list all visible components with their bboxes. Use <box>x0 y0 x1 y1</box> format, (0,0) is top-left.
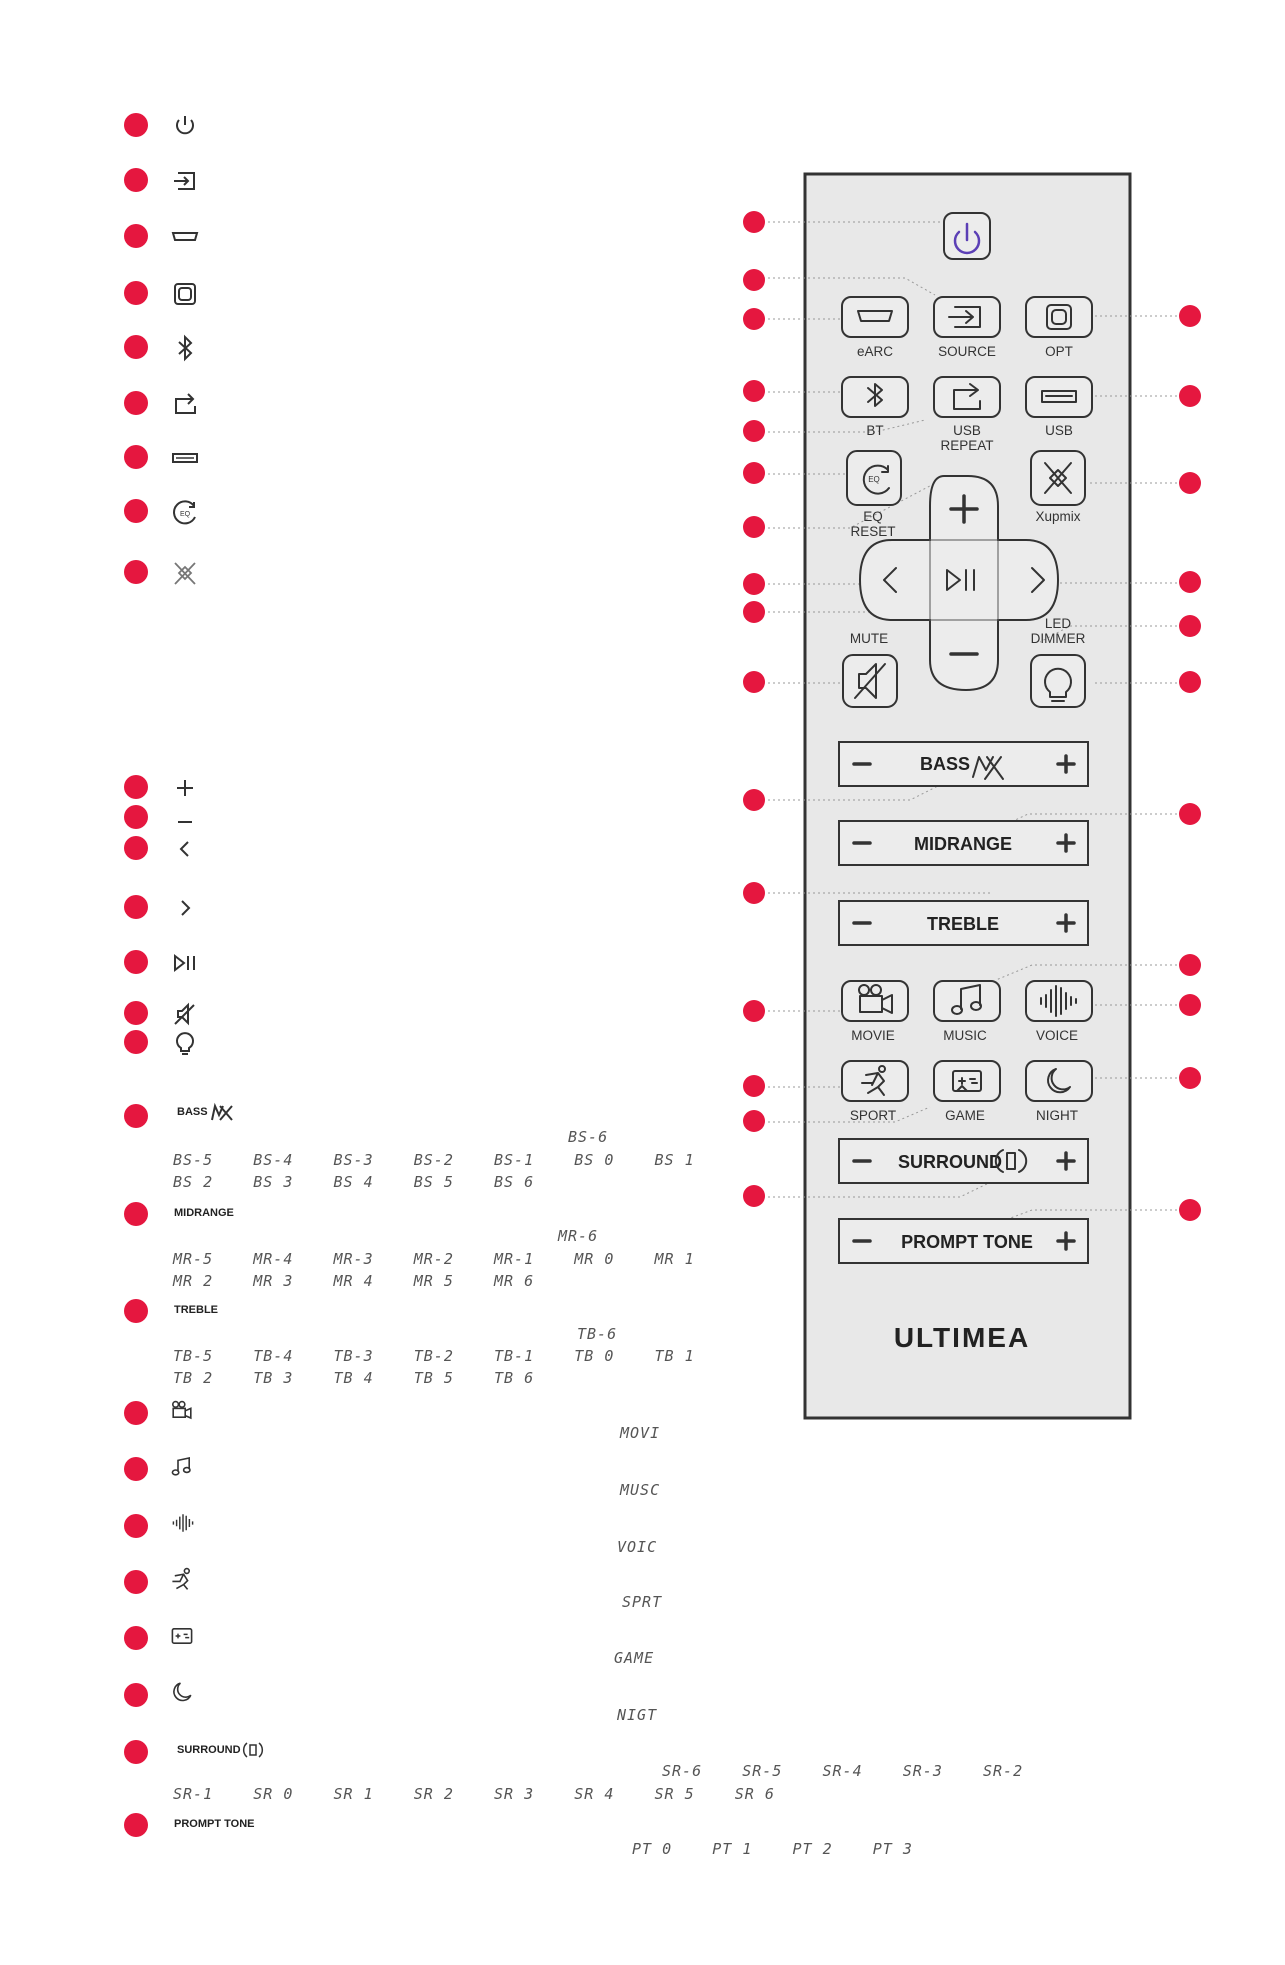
mute-label: MUTE <box>849 631 889 646</box>
eq-reset-label-2: RESET <box>850 524 896 539</box>
marker <box>124 1514 148 1538</box>
usb-icon <box>170 443 200 473</box>
movie-lcd: MOVI <box>620 1424 661 1442</box>
bt-label: BT <box>866 423 884 438</box>
chevron-left-icon <box>170 834 200 864</box>
eq-reset-icon <box>170 497 200 527</box>
prompt-tone-slider[interactable] <box>839 1219 1088 1263</box>
marker <box>124 836 148 860</box>
power-icon <box>170 111 200 141</box>
marker <box>124 1740 148 1764</box>
surround-legend-label: SURROUND <box>177 1744 241 1756</box>
game-lcd: GAME <box>614 1649 655 1667</box>
minus-icon <box>170 803 200 833</box>
music-label: MUSIC <box>943 1028 987 1043</box>
mid-lcd-line1: MR-5 MR-4 MR-3 MR-2 MR-1 MR 0 MR 1 <box>173 1250 695 1268</box>
night-icon <box>170 1680 194 1704</box>
eq-icon-text: EQ <box>868 475 880 484</box>
svg-text:EQ: EQ <box>179 511 191 518</box>
xupmix-button[interactable] <box>1031 451 1085 524</box>
source-icon <box>170 166 200 196</box>
brand-logo: ULTIMEA <box>893 1322 1031 1353</box>
voice-lcd: VOIC <box>617 1538 658 1556</box>
earc-icon <box>170 222 200 252</box>
marker <box>124 281 148 305</box>
sport-label: SPORT <box>849 1108 897 1123</box>
usb-repeat-label-2: REPEAT <box>940 438 994 453</box>
treble-lcd-line0: TB-6 <box>577 1325 618 1343</box>
surround-lcd-line2: SR-1 SR 0 SR 1 SR 2 SR 3 SR 4 SR 5 SR 6 <box>173 1785 775 1803</box>
marker <box>124 1683 148 1707</box>
mid-lcd-line0: MR-6 <box>558 1227 599 1245</box>
bass-lcd-line0: BS-6 <box>568 1128 609 1146</box>
marker <box>124 1104 148 1128</box>
usb-label: USB <box>1045 423 1073 438</box>
bass-slider-label: BASS <box>919 754 971 774</box>
chevron-right-icon <box>170 893 200 923</box>
marker <box>124 950 148 974</box>
treble-slider-label: TREBLE <box>927 914 999 934</box>
source-label: SOURCE <box>938 344 996 359</box>
treble-lcd-line1: TB-5 TB-4 TB-3 TB-2 TB-1 TB 0 TB 1 <box>173 1347 695 1365</box>
source-button[interactable] <box>934 297 1000 359</box>
bass-lcd-line1: BS-5 BS-4 BS-3 BS-2 BS-1 BS 0 BS 1 <box>173 1151 695 1169</box>
plus-icon <box>170 773 200 803</box>
marker <box>124 1570 148 1594</box>
opt-label: OPT <box>1045 344 1073 359</box>
voice-label: VOICE <box>1035 1028 1079 1043</box>
marker <box>124 1299 148 1323</box>
marker <box>124 560 148 584</box>
bulb-icon <box>170 1028 200 1058</box>
music-lcd: MUSC <box>620 1481 661 1499</box>
usb-repeat-button[interactable] <box>934 377 1000 453</box>
marker <box>124 1626 148 1650</box>
marker <box>124 1001 148 1025</box>
marker <box>124 1202 148 1226</box>
midrange-slider-label: MIDRANGE <box>914 834 1012 854</box>
mx-logo-icon <box>210 1102 236 1122</box>
marker <box>124 895 148 919</box>
marker <box>124 445 148 469</box>
marker <box>124 335 148 359</box>
prompt-tone-legend-label: PROMPT TONE <box>174 1818 255 1830</box>
marker <box>124 168 148 192</box>
midrange-legend-label: MIDRANGE <box>174 1207 234 1219</box>
led-dimmer-label-1: LED <box>1044 616 1072 631</box>
sport-lcd: SPRT <box>622 1593 663 1611</box>
power-button[interactable] <box>944 213 990 259</box>
treble-legend-label: TREBLE <box>174 1304 218 1316</box>
game-label: GAME <box>945 1108 985 1123</box>
marker <box>124 1813 148 1837</box>
mute-icon <box>170 999 200 1029</box>
bass-slider[interactable] <box>839 742 1088 786</box>
voice-icon <box>170 1511 196 1535</box>
usb-repeat-icon <box>170 389 200 419</box>
marker <box>124 1030 148 1054</box>
night-label: NIGHT <box>1036 1108 1078 1123</box>
eq-reset-label-1: EQ <box>863 509 883 524</box>
usb-repeat-label-1: USB <box>953 423 981 438</box>
marker <box>124 1457 148 1481</box>
treble-slider[interactable] <box>839 901 1088 945</box>
xupmix-icon <box>170 558 200 588</box>
surround-slider[interactable] <box>839 1139 1088 1183</box>
bass-lcd-line2: BS 2 BS 3 BS 4 BS 5 BS 6 <box>173 1173 535 1191</box>
optical-icon <box>170 279 200 309</box>
movie-icon <box>170 1398 194 1422</box>
movie-label: MOVIE <box>851 1028 895 1043</box>
surround-lcd-line1: SR-6 SR-5 SR-4 SR-3 SR-2 <box>662 1762 1024 1780</box>
marker <box>124 499 148 523</box>
prompt-tone-slider-label: PROMPT TONE <box>901 1232 1033 1252</box>
eq-reset-button[interactable] <box>847 451 901 539</box>
marker <box>124 391 148 415</box>
mid-lcd-line2: MR 2 MR 3 MR 4 MR 5 MR 6 <box>173 1272 535 1290</box>
treble-lcd-line2: TB 2 TB 3 TB 4 TB 5 TB 6 <box>173 1369 535 1387</box>
prompt-lcd: PT 0 PT 1 PT 2 PT 3 <box>632 1840 913 1858</box>
marker <box>124 805 148 829</box>
midrange-slider[interactable] <box>839 821 1088 865</box>
marker <box>124 113 148 137</box>
sport-icon <box>170 1567 194 1591</box>
xupmix-label: Xupmix <box>1035 509 1081 524</box>
surround-slider-label: SURROUND <box>897 1152 1003 1172</box>
marker <box>124 1401 148 1425</box>
night-lcd: NIGT <box>617 1706 658 1724</box>
game-icon <box>170 1624 194 1648</box>
surround-icon <box>243 1740 263 1760</box>
music-icon <box>170 1454 194 1478</box>
marker <box>124 775 148 799</box>
marker <box>124 224 148 248</box>
bluetooth-icon <box>170 333 200 363</box>
play-pause-icon <box>170 948 200 978</box>
led-dimmer-label-2: DIMMER <box>1030 631 1086 646</box>
bass-legend-label: BASS <box>177 1106 208 1118</box>
earc-label: eARC <box>856 344 894 359</box>
